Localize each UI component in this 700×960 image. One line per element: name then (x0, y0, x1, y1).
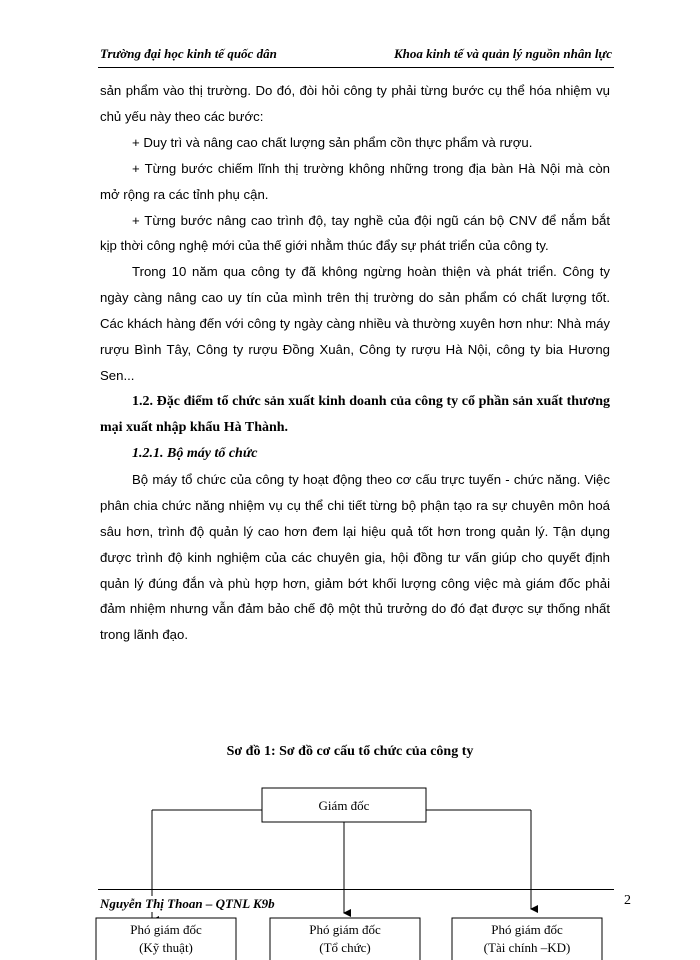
deputy-technical-sub: (Kỹ thuật) (139, 940, 193, 955)
paragraph-history: Trong 10 năm qua công ty đã không ngừng hoàn thiện và phát triển. Công ty ngày càng nâng cao uy tín của mình trên thị trường do sản phẩm có chất lượng tốt. Các khách hàng đến với công ty ngày càng nhiều và thường xuyên hơn như: Nhà máy rượu Bình Tây, Công ty rượu Đồng Xuân, Công ty rượu Hà Nội, công ty bia Hương Sen... (100, 264, 610, 383)
deputy-organization-sub: (Tổ chức) (319, 940, 371, 955)
deputy-organization-title: Phó giám đốc (309, 922, 381, 937)
paragraph-organization: Bộ máy tổ chức của công ty hoạt động theo cơ cấu trực tuyến - chức năng. Việc phân chia chức năng nhiệm vụ cụ thể chi tiết từng bộ phận tạo ra sự chuyên môn hoá sâu hơn, trình độ quản lý cao hơn đem lại hiệu quả tốt hơn trong quản lý. Tận dụng được trình độ kinh nghiệm của các chuyên gia, hội đồng tư vấn giúp cho quyết định quản lý đúng đắn và phù hợp hơn, giảm bớt khối lượng công việc mà giám đốc phải đảm nhiệm nhưng vẫn đảm bảo chế độ một thủ trưởng do đó đạt được sự thống nhất trong lãnh đạo. (100, 471, 610, 643)
bullet-quality: + Duy trì và nâng cao chất lượng sản phẩm cồn thực phẩm và rượu. (132, 134, 533, 150)
footer-author: Nguyễn Thị Thoan – QTNL K9b (100, 896, 275, 911)
paragraph-intro: sản phẩm vào thị trường. Do đó, đòi hỏi công ty phải từng bước cụ thể hóa nhiệm vụ chủ yếu này theo các bước: (100, 83, 610, 124)
section-heading: 1.2. Đặc điểm tổ chức sản xuất kinh doanh của công ty cổ phần sản xuất thương mại xuất nhập khẩu Hà Thành. (100, 393, 610, 435)
bullet-market: + Từng bước chiếm lĩnh thị trường không những trong địa bàn Hà Nội mà còn mở rộng ra các tỉnh phụ cận. (100, 160, 610, 202)
deputy-finance-sub: (Tài chính –KD) (483, 940, 571, 955)
diagram-title: Sơ đồ 1: Sơ đồ cơ cấu tổ chức của công ty (226, 744, 474, 759)
header-university: Trường đại học kinh tế quốc dân (100, 46, 277, 61)
director-label: Giám đốc (318, 798, 370, 813)
header-faculty: Khoa kinh tế và quản lý nguồn nhân lực (393, 46, 612, 61)
deputy-technical-title: Phó giám đốc (130, 922, 202, 937)
page-number: 2 (624, 893, 631, 908)
subsection-heading: 1.2.1. Bộ máy tổ chức (132, 445, 258, 461)
deputy-finance-title: Phó giám đốc (491, 922, 563, 937)
bullet-skills: + Từng bước nâng cao trình độ, tay nghề của đội ngũ cán bộ CNV để nắm bắt kịp thời công nghệ mới của thế giới nhằm thúc đẩy sự phát triển của công ty. (100, 212, 610, 254)
